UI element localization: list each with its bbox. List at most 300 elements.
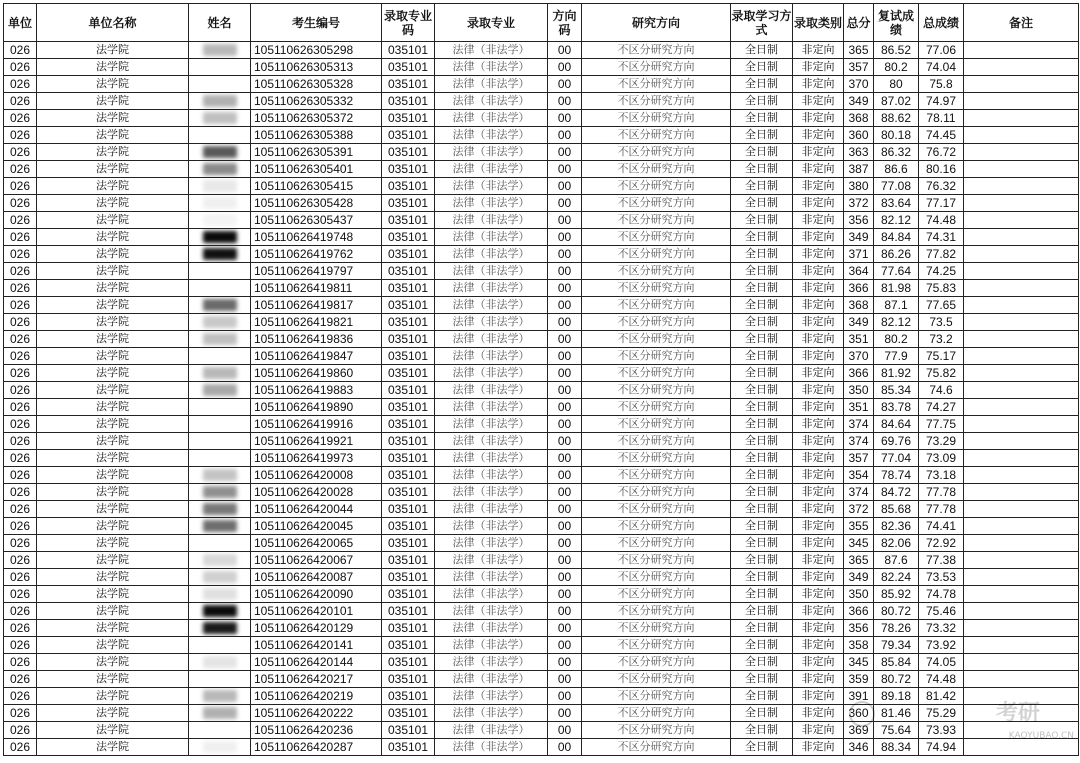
cell-category: 非定向 — [793, 161, 844, 178]
cell-research-direction: 不区分研究方向 — [582, 280, 731, 297]
header-category: 录取类别 — [793, 4, 844, 42]
cell-direction-code: 00 — [548, 688, 582, 705]
cell-research-direction: 不区分研究方向 — [582, 195, 731, 212]
cell-category: 非定向 — [793, 518, 844, 535]
table-row — [4, 42, 1079, 59]
cell-final: 73.93 — [919, 722, 964, 739]
cell-major: 法律（非法学） — [435, 637, 548, 654]
cell-major: 法律（非法学） — [435, 603, 548, 620]
cell-remarks — [964, 59, 1079, 76]
cell-unit-code: 026 — [4, 127, 37, 144]
cell-exam-id: 105110626305391 — [251, 144, 382, 161]
cell-direction-code: 00 — [548, 93, 582, 110]
cell-unit-name: 法学院 — [37, 331, 189, 348]
redacted-name-mask — [203, 350, 237, 362]
cell-name — [189, 535, 251, 552]
cell-direction-code: 00 — [548, 144, 582, 161]
cell-research-direction: 不区分研究方向 — [582, 382, 731, 399]
cell-research-direction: 不区分研究方向 — [582, 484, 731, 501]
cell-category: 非定向 — [793, 263, 844, 280]
cell-name — [189, 263, 251, 280]
redacted-name-mask — [203, 435, 237, 447]
cell-direction-code: 00 — [548, 416, 582, 433]
cell-remarks — [964, 433, 1079, 450]
table-row — [4, 365, 1079, 382]
cell-direction-code: 00 — [548, 450, 582, 467]
cell-major-code: 035101 — [382, 433, 435, 450]
cell-retest: 88.34 — [874, 739, 919, 756]
redacted-name-mask — [203, 265, 237, 277]
cell-remarks — [964, 195, 1079, 212]
cell-unit-name: 法学院 — [37, 569, 189, 586]
cell-name — [189, 450, 251, 467]
cell-unit-name: 法学院 — [37, 450, 189, 467]
cell-unit-name: 法学院 — [37, 348, 189, 365]
table-row — [4, 195, 1079, 212]
cell-final: 75.17 — [919, 348, 964, 365]
cell-unit-code: 026 — [4, 433, 37, 450]
cell-unit-code: 026 — [4, 501, 37, 518]
cell-retest: 77.04 — [874, 450, 919, 467]
table-row — [4, 416, 1079, 433]
cell-direction-code: 00 — [548, 331, 582, 348]
cell-category: 非定向 — [793, 467, 844, 484]
cell-major-code: 035101 — [382, 195, 435, 212]
cell-category: 非定向 — [793, 93, 844, 110]
cell-remarks — [964, 518, 1079, 535]
cell-remarks — [964, 42, 1079, 59]
cell-major: 法律（非法学） — [435, 399, 548, 416]
cell-major-code: 035101 — [382, 535, 435, 552]
cell-total: 368 — [844, 297, 874, 314]
redacted-name-mask — [203, 639, 237, 651]
cell-unit-name: 法学院 — [37, 263, 189, 280]
cell-total: 349 — [844, 314, 874, 331]
cell-category: 非定向 — [793, 739, 844, 756]
cell-total: 356 — [844, 620, 874, 637]
cell-direction-code: 00 — [548, 654, 582, 671]
cell-major-code: 035101 — [382, 42, 435, 59]
redacted-name-mask — [203, 486, 237, 498]
cell-total: 346 — [844, 739, 874, 756]
cell-unit-code: 026 — [4, 59, 37, 76]
cell-major-code: 035101 — [382, 110, 435, 127]
cell-unit-code: 026 — [4, 416, 37, 433]
cell-major: 法律（非法学） — [435, 467, 548, 484]
cell-final: 77.82 — [919, 246, 964, 263]
table-row — [4, 348, 1079, 365]
cell-research-direction: 不区分研究方向 — [582, 246, 731, 263]
cell-name — [189, 637, 251, 654]
cell-exam-id: 105110626420028 — [251, 484, 382, 501]
cell-exam-id: 105110626420141 — [251, 637, 382, 654]
cell-research-direction: 不区分研究方向 — [582, 365, 731, 382]
cell-study-mode: 全日制 — [731, 246, 793, 263]
cell-research-direction: 不区分研究方向 — [582, 212, 731, 229]
cell-name — [189, 178, 251, 195]
cell-name — [189, 297, 251, 314]
cell-final: 74.6 — [919, 382, 964, 399]
cell-remarks — [964, 348, 1079, 365]
cell-study-mode: 全日制 — [731, 671, 793, 688]
table-row — [4, 484, 1079, 501]
cell-name — [189, 76, 251, 93]
cell-study-mode: 全日制 — [731, 144, 793, 161]
cell-exam-id: 105110626420287 — [251, 739, 382, 756]
cell-unit-name: 法学院 — [37, 246, 189, 263]
cell-major-code: 035101 — [382, 280, 435, 297]
cell-total: 349 — [844, 229, 874, 246]
cell-major: 法律（非法学） — [435, 246, 548, 263]
cell-exam-id: 105110626420222 — [251, 705, 382, 722]
cell-unit-code: 026 — [4, 620, 37, 637]
cell-total: 345 — [844, 654, 874, 671]
table-row — [4, 59, 1079, 76]
cell-total: 374 — [844, 433, 874, 450]
cell-research-direction: 不区分研究方向 — [582, 739, 731, 756]
cell-category: 非定向 — [793, 637, 844, 654]
cell-major-code: 035101 — [382, 144, 435, 161]
cell-unit-code: 026 — [4, 348, 37, 365]
cell-final: 77.75 — [919, 416, 964, 433]
cell-remarks — [964, 331, 1079, 348]
cell-major: 法律（非法学） — [435, 348, 548, 365]
cell-retest: 84.84 — [874, 229, 919, 246]
cell-major-code: 035101 — [382, 569, 435, 586]
cell-research-direction: 不区分研究方向 — [582, 263, 731, 280]
cell-total: 350 — [844, 382, 874, 399]
cell-unit-code: 026 — [4, 297, 37, 314]
cell-total: 350 — [844, 586, 874, 603]
cell-unit-code: 026 — [4, 144, 37, 161]
cell-research-direction: 不区分研究方向 — [582, 637, 731, 654]
cell-total: 366 — [844, 603, 874, 620]
cell-remarks — [964, 654, 1079, 671]
cell-category: 非定向 — [793, 688, 844, 705]
cell-name — [189, 229, 251, 246]
cell-direction-code: 00 — [548, 518, 582, 535]
cell-category: 非定向 — [793, 144, 844, 161]
cell-major: 法律（非法学） — [435, 620, 548, 637]
cell-study-mode: 全日制 — [731, 178, 793, 195]
admission-table — [3, 3, 1079, 756]
cell-remarks — [964, 144, 1079, 161]
cell-unit-name: 法学院 — [37, 484, 189, 501]
cell-direction-code: 00 — [548, 297, 582, 314]
cell-name — [189, 603, 251, 620]
cell-study-mode: 全日制 — [731, 654, 793, 671]
cell-unit-name: 法学院 — [37, 586, 189, 603]
cell-unit-name: 法学院 — [37, 671, 189, 688]
cell-research-direction: 不区分研究方向 — [582, 705, 731, 722]
cell-total: 371 — [844, 246, 874, 263]
cell-total: 391 — [844, 688, 874, 705]
cell-direction-code: 00 — [548, 501, 582, 518]
cell-major-code: 035101 — [382, 552, 435, 569]
cell-remarks — [964, 246, 1079, 263]
cell-name — [189, 42, 251, 59]
cell-remarks — [964, 314, 1079, 331]
cell-final: 76.72 — [919, 144, 964, 161]
cell-study-mode: 全日制 — [731, 637, 793, 654]
cell-final: 73.92 — [919, 637, 964, 654]
cell-unit-name: 法学院 — [37, 212, 189, 229]
cell-major-code: 035101 — [382, 365, 435, 382]
cell-direction-code: 00 — [548, 620, 582, 637]
cell-total: 366 — [844, 365, 874, 382]
cell-unit-code: 026 — [4, 688, 37, 705]
cell-exam-id: 105110626420044 — [251, 501, 382, 518]
cell-research-direction: 不区分研究方向 — [582, 110, 731, 127]
redacted-name-mask — [203, 588, 237, 600]
cell-remarks — [964, 263, 1079, 280]
cell-exam-id: 105110626305415 — [251, 178, 382, 195]
cell-total: 360 — [844, 127, 874, 144]
cell-direction-code: 00 — [548, 586, 582, 603]
cell-major-code: 035101 — [382, 212, 435, 229]
cell-research-direction: 不区分研究方向 — [582, 654, 731, 671]
cell-final: 74.05 — [919, 654, 964, 671]
cell-study-mode: 全日制 — [731, 552, 793, 569]
header-remarks: 备注 — [964, 4, 1079, 42]
cell-research-direction: 不区分研究方向 — [582, 229, 731, 246]
cell-major: 法律（非法学） — [435, 501, 548, 518]
cell-exam-id: 105110626420219 — [251, 688, 382, 705]
cell-major-code: 035101 — [382, 586, 435, 603]
cell-major: 法律（非法学） — [435, 229, 548, 246]
cell-retest: 80.72 — [874, 603, 919, 620]
cell-major-code: 035101 — [382, 161, 435, 178]
cell-retest: 80.2 — [874, 331, 919, 348]
cell-final: 77.65 — [919, 297, 964, 314]
cell-unit-name: 法学院 — [37, 739, 189, 756]
cell-category: 非定向 — [793, 348, 844, 365]
table-row — [4, 297, 1079, 314]
cell-unit-name: 法学院 — [37, 127, 189, 144]
cell-direction-code: 00 — [548, 314, 582, 331]
cell-name — [189, 195, 251, 212]
cell-remarks — [964, 382, 1079, 399]
cell-name — [189, 280, 251, 297]
cell-unit-code: 026 — [4, 331, 37, 348]
cell-unit-name: 法学院 — [37, 297, 189, 314]
redacted-name-mask — [203, 537, 237, 549]
cell-major: 法律（非法学） — [435, 76, 548, 93]
cell-exam-id: 105110626419762 — [251, 246, 382, 263]
cell-unit-name: 法学院 — [37, 195, 189, 212]
cell-category: 非定向 — [793, 195, 844, 212]
cell-remarks — [964, 467, 1079, 484]
table-row — [4, 178, 1079, 195]
cell-total: 363 — [844, 144, 874, 161]
cell-remarks — [964, 416, 1079, 433]
cell-major-code: 035101 — [382, 59, 435, 76]
table-row — [4, 722, 1079, 739]
cell-total: 349 — [844, 569, 874, 586]
table-row — [4, 110, 1079, 127]
redacted-name-mask — [203, 690, 237, 702]
cell-exam-id: 105110626419890 — [251, 399, 382, 416]
cell-unit-code: 026 — [4, 229, 37, 246]
cell-category: 非定向 — [793, 229, 844, 246]
redacted-name-mask — [203, 741, 237, 753]
cell-unit-code: 026 — [4, 93, 37, 110]
redacted-name-mask — [203, 401, 237, 413]
cell-final: 75.83 — [919, 280, 964, 297]
cell-category: 非定向 — [793, 246, 844, 263]
cell-study-mode: 全日制 — [731, 722, 793, 739]
cell-research-direction: 不区分研究方向 — [582, 450, 731, 467]
cell-major-code: 035101 — [382, 671, 435, 688]
cell-retest: 88.62 — [874, 110, 919, 127]
cell-exam-id: 105110626419821 — [251, 314, 382, 331]
table-row — [4, 552, 1079, 569]
cell-total: 374 — [844, 416, 874, 433]
cell-name — [189, 399, 251, 416]
cell-category: 非定向 — [793, 552, 844, 569]
redacted-name-mask — [203, 469, 237, 481]
cell-study-mode: 全日制 — [731, 297, 793, 314]
cell-final: 74.48 — [919, 671, 964, 688]
cell-total: 365 — [844, 552, 874, 569]
cell-exam-id: 105110626305332 — [251, 93, 382, 110]
cell-total: 357 — [844, 59, 874, 76]
redacted-name-mask — [203, 282, 237, 294]
cell-unit-code: 026 — [4, 518, 37, 535]
table-row — [4, 620, 1079, 637]
cell-research-direction: 不区分研究方向 — [582, 42, 731, 59]
cell-final: 78.11 — [919, 110, 964, 127]
cell-exam-id: 105110626420090 — [251, 586, 382, 603]
table-row — [4, 739, 1079, 756]
cell-remarks — [964, 212, 1079, 229]
cell-retest: 78.26 — [874, 620, 919, 637]
cell-final: 76.32 — [919, 178, 964, 195]
cell-category: 非定向 — [793, 331, 844, 348]
redacted-name-mask — [203, 333, 237, 345]
redacted-name-mask — [203, 520, 237, 532]
redacted-name-mask — [203, 214, 237, 226]
cell-category: 非定向 — [793, 178, 844, 195]
cell-final: 73.5 — [919, 314, 964, 331]
cell-study-mode: 全日制 — [731, 416, 793, 433]
watermark-url: KAOYUBAO.CN — [1008, 731, 1074, 741]
cell-study-mode: 全日制 — [731, 161, 793, 178]
cell-remarks — [964, 297, 1079, 314]
cell-total: 359 — [844, 671, 874, 688]
cell-unit-code: 026 — [4, 178, 37, 195]
cell-remarks — [964, 93, 1079, 110]
cell-major-code: 035101 — [382, 127, 435, 144]
cell-remarks — [964, 229, 1079, 246]
cell-unit-code: 026 — [4, 722, 37, 739]
cell-retest: 81.46 — [874, 705, 919, 722]
cell-retest: 86.32 — [874, 144, 919, 161]
cell-research-direction: 不区分研究方向 — [582, 178, 731, 195]
cell-category: 非定向 — [793, 280, 844, 297]
cell-direction-code: 00 — [548, 161, 582, 178]
cell-direction-code: 00 — [548, 637, 582, 654]
cell-unit-code: 026 — [4, 705, 37, 722]
cell-category: 非定向 — [793, 59, 844, 76]
cell-exam-id: 105110626305372 — [251, 110, 382, 127]
redacted-name-mask — [203, 129, 237, 141]
cell-major: 法律（非法学） — [435, 144, 548, 161]
cell-total: 345 — [844, 535, 874, 552]
cell-name — [189, 484, 251, 501]
cell-final: 80.16 — [919, 161, 964, 178]
cell-category: 非定向 — [793, 705, 844, 722]
cell-major: 法律（非法学） — [435, 297, 548, 314]
cell-category: 非定向 — [793, 110, 844, 127]
cell-unit-name: 法学院 — [37, 535, 189, 552]
cell-name — [189, 365, 251, 382]
cell-category: 非定向 — [793, 42, 844, 59]
cell-remarks — [964, 484, 1079, 501]
cell-total: 370 — [844, 348, 874, 365]
cell-direction-code: 00 — [548, 722, 582, 739]
cell-name — [189, 722, 251, 739]
header-research-direction: 研究方向 — [582, 4, 731, 42]
redacted-name-mask — [203, 554, 237, 566]
header-unit-code: 单位 — [4, 4, 37, 42]
cell-unit-name: 法学院 — [37, 654, 189, 671]
cell-direction-code: 00 — [548, 433, 582, 450]
cell-unit-code: 026 — [4, 280, 37, 297]
cell-research-direction: 不区分研究方向 — [582, 467, 731, 484]
cell-exam-id: 105110626420129 — [251, 620, 382, 637]
cell-category: 非定向 — [793, 127, 844, 144]
cell-major-code: 035101 — [382, 654, 435, 671]
header-unit-name: 单位名称 — [37, 4, 189, 42]
cell-unit-code: 026 — [4, 586, 37, 603]
cell-exam-id: 105110626419883 — [251, 382, 382, 399]
cell-research-direction: 不区分研究方向 — [582, 76, 731, 93]
cell-major-code: 035101 — [382, 382, 435, 399]
cell-retest: 80.18 — [874, 127, 919, 144]
cell-major: 法律（非法学） — [435, 195, 548, 212]
cell-research-direction: 不区分研究方向 — [582, 314, 731, 331]
cell-exam-id: 105110626419860 — [251, 365, 382, 382]
header-name: 姓名 — [189, 4, 251, 42]
cell-retest: 83.64 — [874, 195, 919, 212]
cell-unit-code: 026 — [4, 552, 37, 569]
cell-exam-id: 105110626420236 — [251, 722, 382, 739]
cell-unit-name: 法学院 — [37, 110, 189, 127]
table-row — [4, 518, 1079, 535]
cell-direction-code: 00 — [548, 263, 582, 280]
watermark-text: 考研 — [995, 701, 1040, 726]
cell-research-direction: 不区分研究方向 — [582, 722, 731, 739]
cell-unit-name: 法学院 — [37, 178, 189, 195]
cell-name — [189, 144, 251, 161]
cell-study-mode: 全日制 — [731, 501, 793, 518]
cell-retest: 89.18 — [874, 688, 919, 705]
cell-unit-name: 法学院 — [37, 501, 189, 518]
cell-unit-name: 法学院 — [37, 76, 189, 93]
redacted-name-mask — [203, 61, 237, 73]
cell-study-mode: 全日制 — [731, 331, 793, 348]
cell-direction-code: 00 — [548, 382, 582, 399]
cell-study-mode: 全日制 — [731, 76, 793, 93]
cell-category: 非定向 — [793, 535, 844, 552]
cell-unit-name: 法学院 — [37, 382, 189, 399]
cell-total: 370 — [844, 76, 874, 93]
cell-study-mode: 全日制 — [731, 433, 793, 450]
cell-retest: 80 — [874, 76, 919, 93]
cell-retest: 69.76 — [874, 433, 919, 450]
cell-total: 387 — [844, 161, 874, 178]
